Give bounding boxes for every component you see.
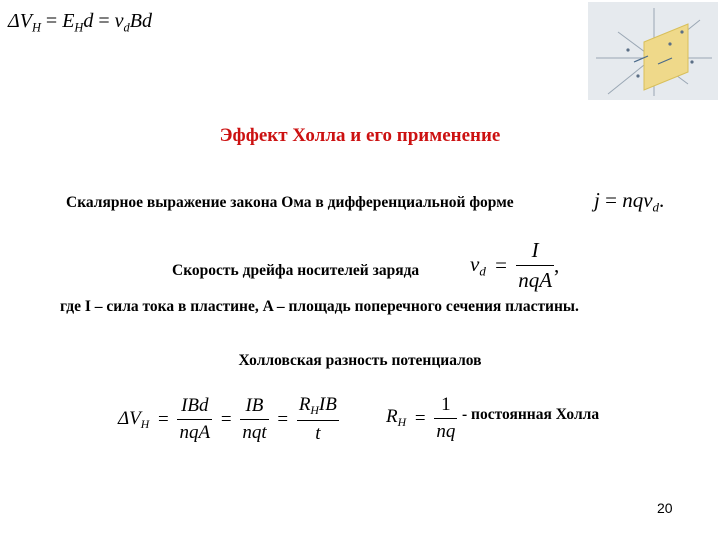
- ohm-law-text: Скалярное выражение закона Ома в дифференциальной форме: [66, 194, 514, 211]
- equals-sign: =: [605, 188, 617, 212]
- formula-term: ΔV: [118, 407, 141, 429]
- formula-subscript: H: [397, 416, 407, 430]
- fraction-denominator: nqA: [177, 419, 212, 444]
- equals-sign: =: [495, 253, 507, 277]
- formula-subscript: d: [479, 263, 486, 279]
- fraction-denominator: nq: [434, 418, 457, 443]
- equals-sign: =: [414, 407, 426, 429]
- formula-subscript: H: [140, 417, 150, 431]
- equals-sign: =: [158, 408, 169, 430]
- fraction-numerator: IB: [245, 395, 264, 417]
- equals-sign: =: [45, 10, 58, 32]
- formula-punctuation: .: [659, 188, 665, 212]
- equals-sign: =: [277, 408, 289, 430]
- formula-term: j: [594, 188, 600, 212]
- hall-potential-heading: Холловская разность потенциалов: [238, 352, 482, 369]
- formula-term: R: [386, 406, 398, 428]
- formula-subscript: d: [652, 199, 660, 215]
- formula-subscript: H: [310, 404, 319, 418]
- fraction-denominator: nqA: [516, 265, 554, 293]
- fraction: [177, 395, 212, 444]
- formula-term: Bd: [129, 10, 152, 32]
- fraction: [434, 394, 457, 443]
- ohm-law-formula: [594, 188, 664, 216]
- fraction-numerator: [297, 394, 339, 420]
- fraction: [516, 238, 554, 293]
- formula-subscript: H: [74, 20, 84, 35]
- formula-subscript: d: [123, 20, 130, 35]
- equals-sign: =: [220, 408, 232, 430]
- hall-potential-formula: [118, 394, 339, 445]
- drift-velocity-formula: [470, 238, 559, 293]
- formula-term: d: [83, 10, 94, 32]
- fraction-denominator: t: [297, 420, 339, 445]
- formula-term: IB: [318, 394, 337, 415]
- equals-sign: =: [98, 10, 110, 32]
- page-number: 20: [657, 500, 673, 516]
- fraction: [240, 395, 268, 444]
- formula-term: v: [470, 251, 480, 276]
- header-formula: [8, 10, 152, 35]
- slide-title: Эффект Холла и его применение: [219, 125, 501, 146]
- variable-definitions-text: где I – сила тока в пластине, A – площадь поперечного сечения пластины.: [60, 298, 579, 315]
- formula-term: E: [62, 10, 75, 32]
- formula-term: nqv: [622, 188, 653, 212]
- fraction-numerator: 1: [441, 394, 451, 415]
- fraction-numerator: I: [531, 238, 539, 262]
- formula-term: v: [114, 10, 124, 32]
- formula-subscript: H: [31, 20, 41, 35]
- formula-term: ΔV: [8, 10, 32, 32]
- drift-velocity-text: Скорость дрейфа носителей заряда: [172, 262, 420, 279]
- hall-constant-text: - постоянная Холла: [462, 406, 600, 423]
- hall-effect-diagram-image: [588, 2, 718, 100]
- hall-constant-formula: [386, 394, 457, 443]
- fraction-numerator: IBd: [181, 395, 209, 417]
- formula-punctuation: ,: [554, 253, 560, 277]
- formula-term: R: [298, 394, 311, 415]
- fraction-denominator: nqt: [240, 419, 268, 444]
- fraction: [297, 394, 339, 445]
